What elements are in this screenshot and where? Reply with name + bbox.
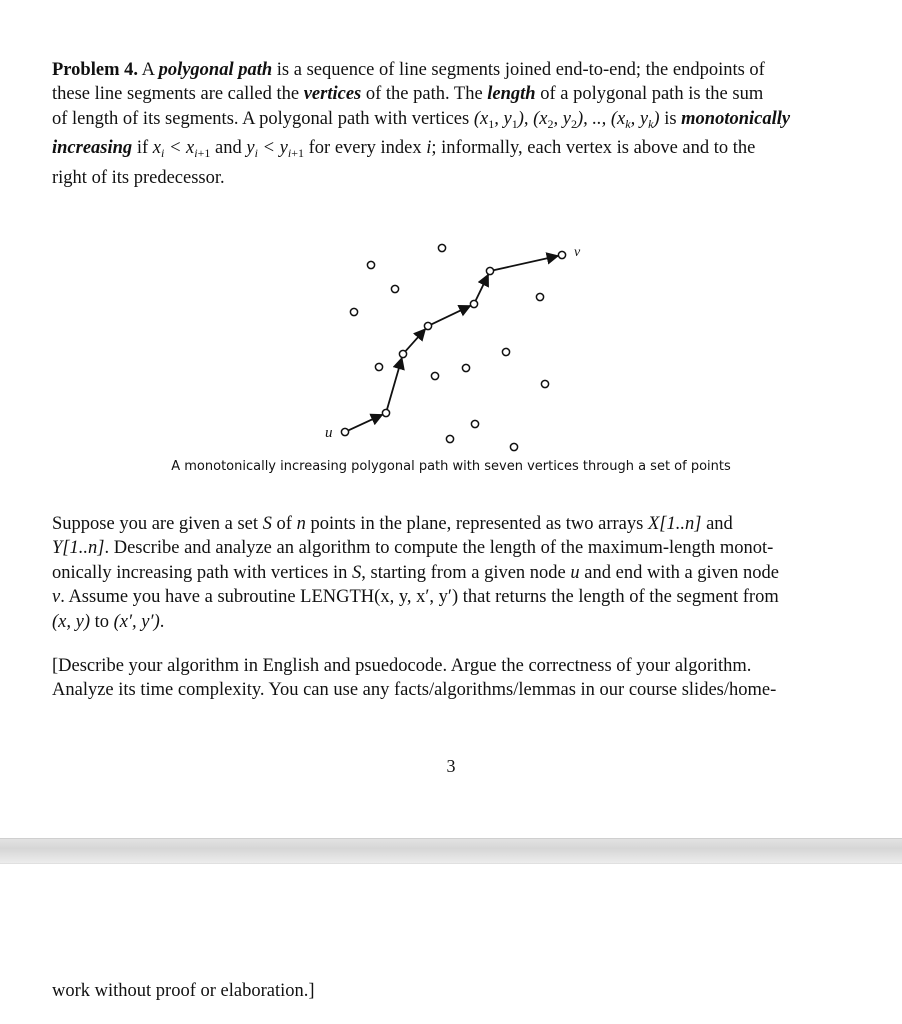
problem-statement: Problem 4. A polygonal path is a sequence of line segments joined end-to-end; the endpoints of these line segments are called the vertices of the path. The length of a polygonal path is the sum of length of its segments. A polygonal path with vertices ($x_1$, $y_1$), ($x_2$, $y_2$), .., ($x_k$, $y_k$) is monotonically increasing if $x_i < x_{i+1}$ and $y_i < y_{i+1}$ for every index i; informally, each vertex is above and to the right of its predecessor.: [52, 60, 791, 188]
condition-y: $y_i < y_{i+1}$: [246, 138, 304, 161]
problem-label: Problem 4.: [52, 60, 138, 80]
path-edge: [476, 275, 489, 301]
condition-x: $x_i < x_{i+1}$: [152, 138, 211, 161]
path-vertex: [382, 409, 389, 416]
path-vertex: [470, 300, 477, 307]
point: [502, 348, 509, 355]
term-length: length: [487, 84, 536, 105]
array-x: X[1..n]: [647, 514, 702, 534]
path-vertex: [486, 267, 493, 274]
point: [367, 261, 374, 268]
task-statement: Suppose you are given a set S of n points in the plane, represented as two arrays X[1..n] and Y[1..n]. Describe and analyze an algorithm to compute the length of the maximum-length monot- onically increasing path with vertices in S, starting from a given node u and end with a given node v. Assume you have a subroutine LENGTH(x, y, x′, y′) that returns the length of the segment from (x, y) to (x′, y′).: [52, 514, 779, 632]
array-y: Y[1..n]: [52, 538, 105, 559]
term-monotonically: monotonically: [681, 108, 791, 129]
instructions: [Describe your algorithm in English and psuedocode. Argue the correctness of your algorithm. Analyze its time complexity. You can use any facts/algorithms/lemmas in our course slides/home-: [52, 656, 777, 701]
point: [536, 293, 543, 300]
point: [391, 285, 398, 292]
path-edge: [348, 415, 382, 431]
point: [510, 443, 517, 450]
path-edges: [348, 256, 558, 431]
label-v: v: [574, 245, 581, 260]
subroutine-name: LENGTH(x, y, x′, y′): [300, 587, 459, 608]
point: [431, 372, 438, 379]
point-set: [341, 244, 565, 450]
page-number: 3: [446, 756, 456, 776]
path-vertex: [399, 350, 406, 357]
term-increasing: increasing: [52, 138, 133, 159]
term-vertices: vertices: [303, 84, 362, 105]
figure-caption: A monotonically increasing polygonal path with seven vertices through a set of points: [171, 459, 731, 474]
instructions-continuation: work without proof or elaboration.]: [52, 981, 315, 1001]
point: [375, 363, 382, 370]
path-edge: [387, 358, 402, 410]
label-u: u: [325, 425, 333, 441]
point: [438, 244, 445, 251]
path-vertex: [341, 428, 348, 435]
point: [541, 380, 548, 387]
point: [462, 364, 469, 371]
path-edge: [431, 306, 470, 325]
point: [471, 420, 478, 427]
point: [350, 308, 357, 315]
term-polygonal-path: polygonal path: [158, 60, 273, 80]
vertices-list: ($x_1$, $y_1$), ($x_2$, $y_2$), .., ($x_k$, $y_k$): [473, 108, 660, 131]
path-edge: [494, 256, 558, 270]
path-figure: [0, 228, 902, 458]
point: [446, 435, 453, 442]
path-vertex: [424, 322, 431, 329]
path-vertex: [558, 251, 565, 258]
path-edge: [405, 329, 425, 351]
page-break: [0, 838, 902, 864]
